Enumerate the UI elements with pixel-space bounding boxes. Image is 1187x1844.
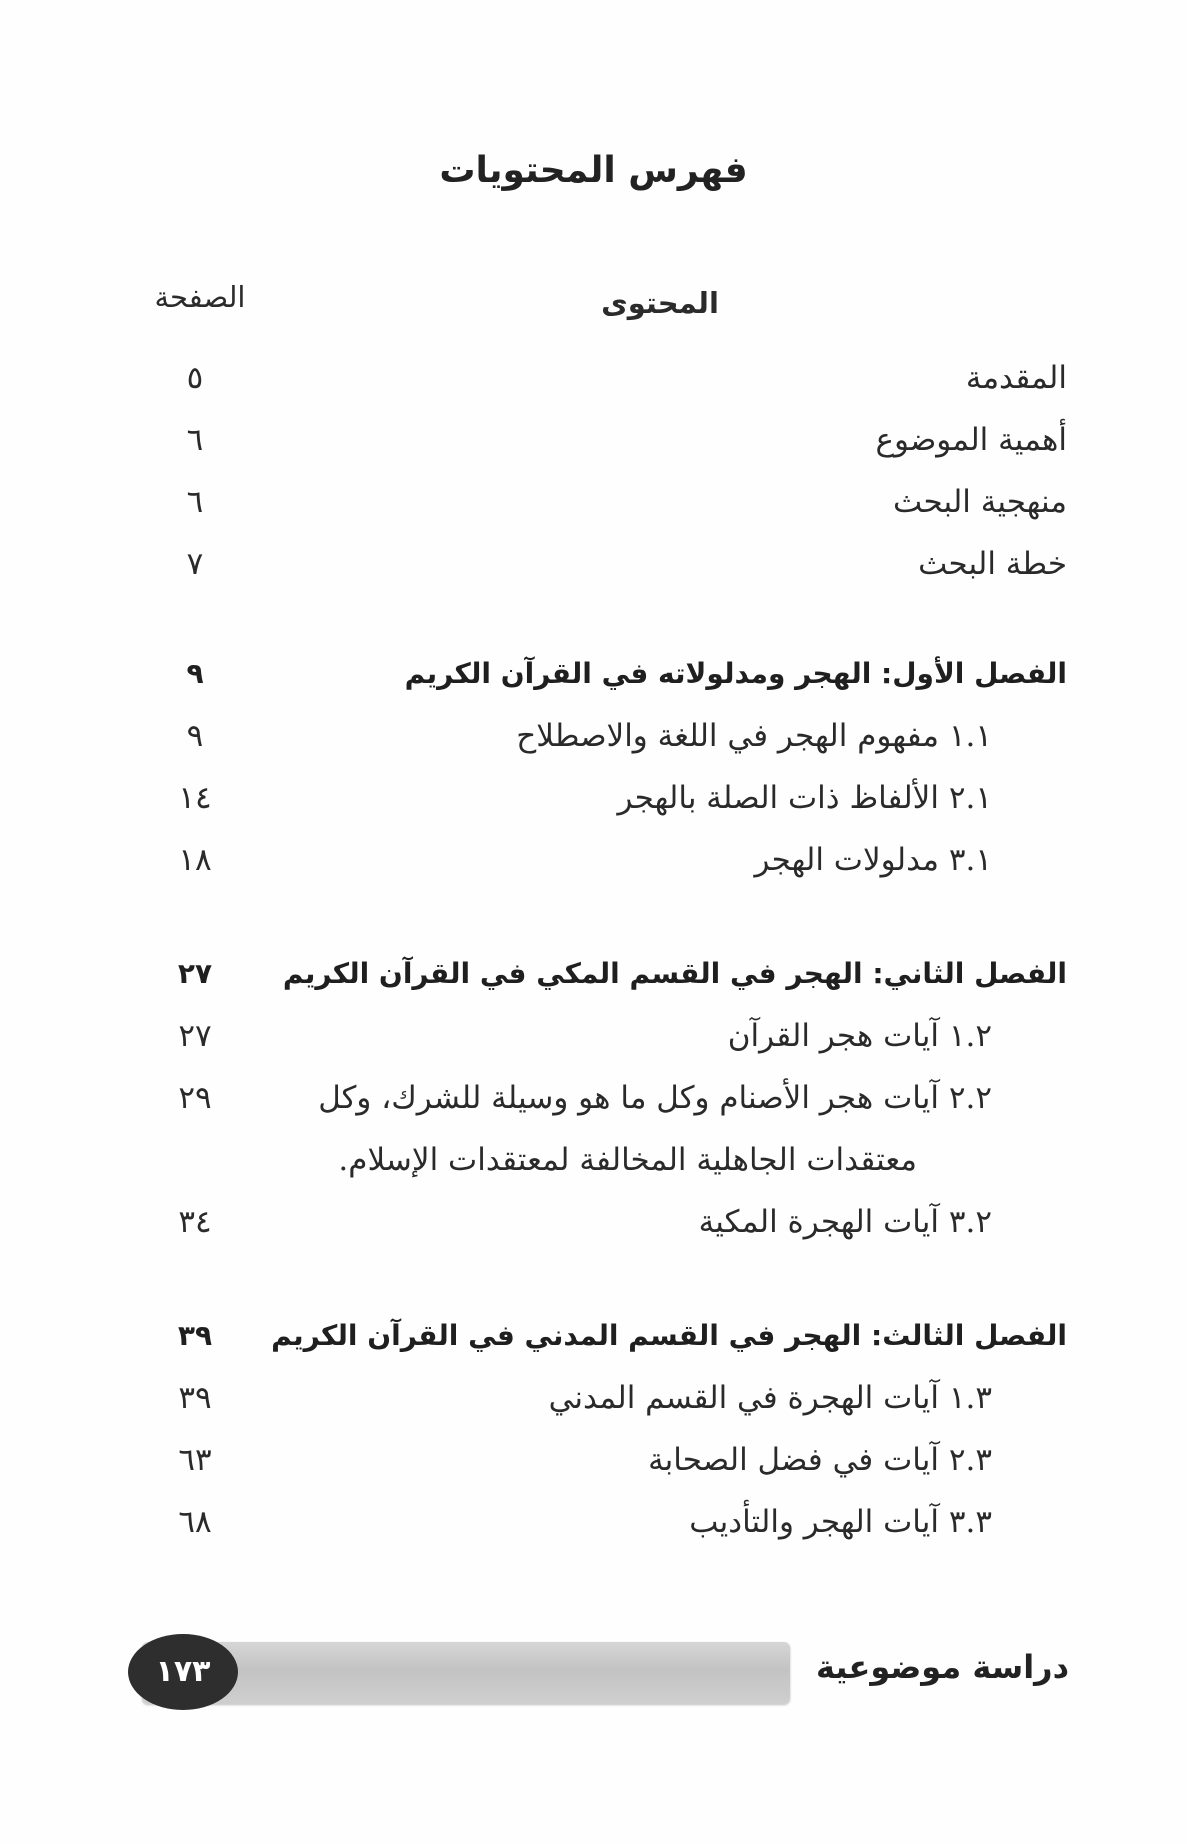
toc-entry-label: خطة البحث xyxy=(918,546,1067,582)
section-page: ٩ xyxy=(186,718,204,754)
section-page: ٣٩ xyxy=(178,1380,212,1416)
section-label: ٣.١ مدلولات الهجر xyxy=(754,842,992,878)
toc-section xyxy=(0,1492,1187,1552)
chapter-page: ٢٧ xyxy=(177,957,213,990)
toc-entry-page: ٥ xyxy=(186,360,204,396)
section-label: ٢.٣ آيات في فضل الصحابة xyxy=(648,1442,992,1478)
section-label: ٢.١ الألفاظ ذات الصلة بالهجر xyxy=(617,780,992,816)
page-number-badge: ١٧٣ xyxy=(128,1634,238,1710)
section-label: ١.١ مفهوم الهجر في اللغة والاصطلاح xyxy=(516,718,992,754)
section-page: ٦٣ xyxy=(178,1442,212,1478)
column-header-page: الصفحة xyxy=(154,280,246,314)
section-label: ٣.٢ آيات الهجرة المكية xyxy=(698,1204,992,1240)
book-name: دراسة موضوعية xyxy=(815,1648,1069,1686)
section-page: ٣٤ xyxy=(178,1204,212,1240)
toc-section xyxy=(0,768,1187,828)
toc-chapter xyxy=(0,644,1187,704)
toc-entry-label: منهجية البحث xyxy=(893,484,1067,520)
chapter-title: الفصل الأول: الهجر ومدلولاته في القرآن الكريم xyxy=(404,657,1067,690)
toc-section xyxy=(0,1006,1187,1066)
toc-entry-page: ٦ xyxy=(186,422,204,458)
chapter-title: الفصل الثالث: الهجر في القسم المدني في القرآن الكريم xyxy=(271,1319,1067,1352)
toc-section xyxy=(0,1368,1187,1428)
toc-section xyxy=(0,1192,1187,1252)
toc-entry-label: أهمية الموضوع xyxy=(875,422,1067,458)
toc-entry-page: ٧ xyxy=(186,546,204,582)
chapter-page: ٣٩ xyxy=(177,1319,213,1352)
toc-section xyxy=(0,706,1187,766)
toc-entry xyxy=(0,534,1187,594)
section-page: ٢٩ xyxy=(178,1080,212,1116)
toc-entry xyxy=(0,410,1187,470)
toc-chapter xyxy=(0,1306,1187,1366)
toc-entry-page: ٦ xyxy=(186,484,204,520)
section-page: ١٨ xyxy=(178,842,212,878)
toc-chapter xyxy=(0,944,1187,1004)
toc-section xyxy=(0,830,1187,890)
toc-entry xyxy=(0,472,1187,532)
section-label-continuation: معتقدات الجاهلية المخالفة لمعتقدات الإسلام. xyxy=(338,1142,917,1178)
section-page: ٢٧ xyxy=(178,1018,212,1054)
page-title: فهرس المحتويات xyxy=(439,150,748,191)
section-label: ١.٣ آيات الهجرة في القسم المدني xyxy=(548,1380,992,1416)
toc-section xyxy=(0,1430,1187,1490)
footer-bar xyxy=(142,1642,790,1704)
section-page: ١٤ xyxy=(178,780,212,816)
section-page: ٦٨ xyxy=(178,1504,212,1540)
section-label: ٣.٣ آيات الهجر والتأديب xyxy=(689,1504,992,1540)
toc-entry xyxy=(0,348,1187,408)
column-header-content: المحتوى xyxy=(601,286,719,320)
chapter-page: ٩ xyxy=(186,657,204,690)
chapter-title: الفصل الثاني: الهجر في القسم المكي في القرآن الكريم xyxy=(282,957,1067,990)
toc-entry-label: المقدمة xyxy=(965,360,1067,396)
section-label: ٢.٢ آيات هجر الأصنام وكل ما هو وسيلة للشرك، وكل xyxy=(318,1080,992,1116)
toc-section-continuation xyxy=(0,1130,1187,1190)
section-label: ١.٢ آيات هجر القرآن xyxy=(727,1018,992,1054)
toc-section xyxy=(0,1068,1187,1128)
